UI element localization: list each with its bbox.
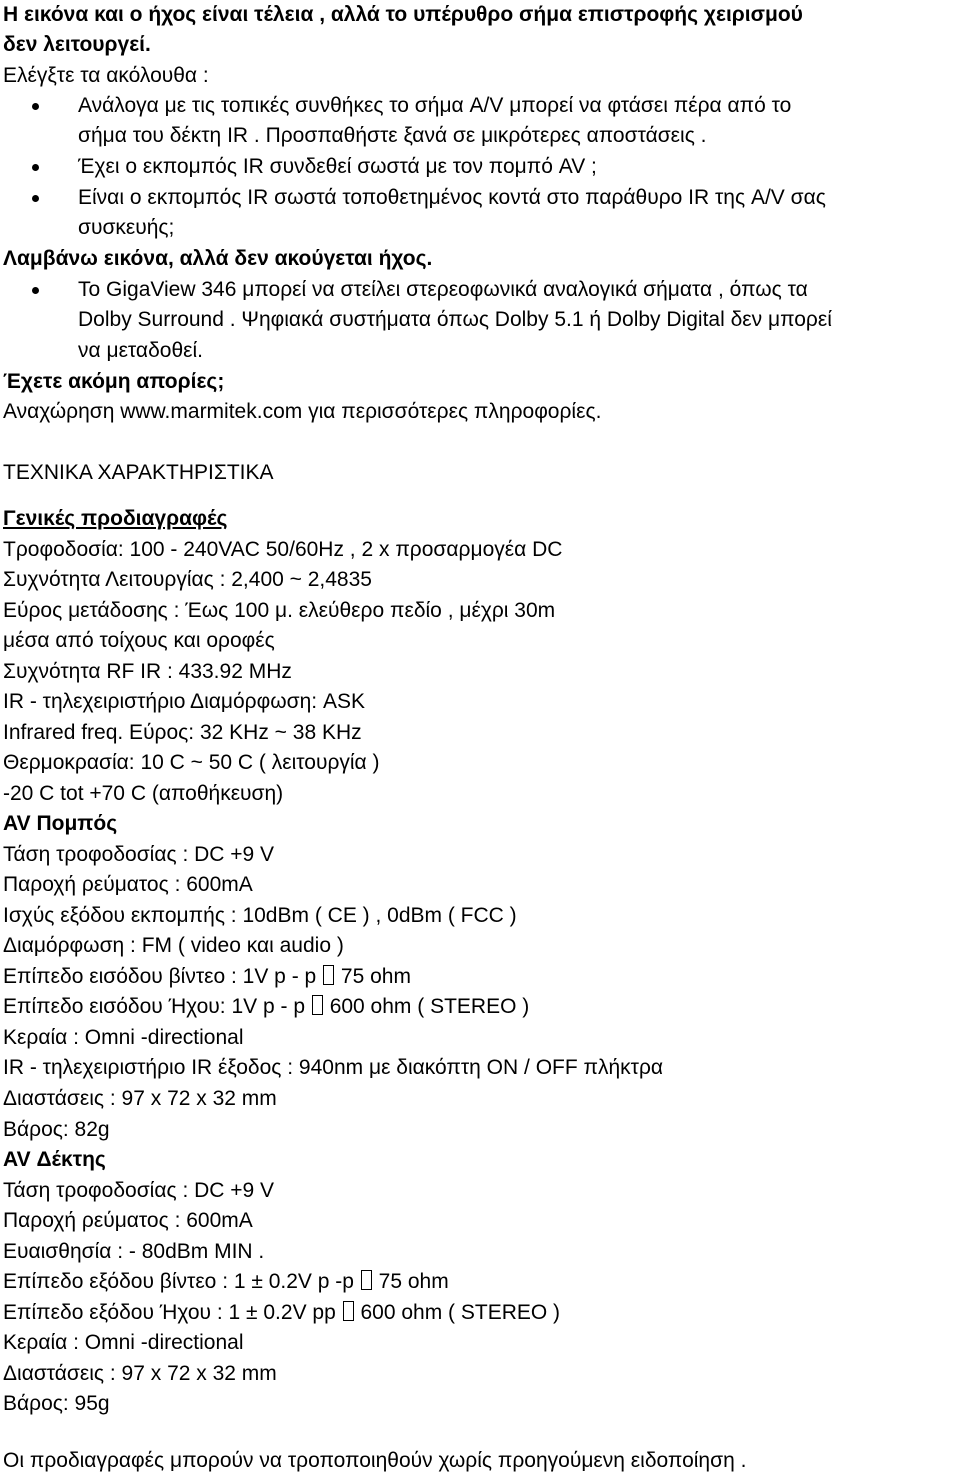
bullet-text: Είναι ο εκπομπός IR σωστά τοποθετημένος κοντά στο παράθυρο IR της A/V σας [78,186,826,209]
spec-value: 75 ohm [378,1270,449,1293]
specs-title: ΤΕΧΝΙΚΑ ΧΑΡΑΚΤΗΡΙΣΤΙΚΑ [3,461,274,484]
bullet-text: Ανάλογα με τις τοπικές συνθήκες το σήμα A/V μπορεί να φτάσει πέρα από το [78,94,792,117]
transmitter-heading: AV Πομπός [3,812,118,835]
bullet-icon [32,287,39,294]
bullet-icon [32,164,39,171]
missing-glyph-icon [361,1270,372,1290]
bullet-icon [32,103,39,110]
bullet-item-gigaview [78,275,808,305]
bullet-continuation: Dolby Surround . Ψηφιακά συστήματα όπως Dolby 5.1 ή Dolby Digital δεν μπορεί [78,308,832,331]
spec-label: Επίπεδο εισόδου Ήχου: 1V p - p [3,995,305,1018]
spec-line: Infrared freq. Εύρος: 32 KHz ~ 38 KHz [3,721,362,744]
spec-value: 600 ohm ( STEREO ) [360,1301,561,1324]
spec-line: Συχνότητα RF IR : 433.92 MHz [3,660,292,683]
spec-line: Διαστάσεις : 97 x 72 x 32 mm [3,1362,277,1385]
spec-line: IR - τηλεχειριστήριο Διαμόρφωση: ASK [3,690,365,713]
spec-line: Παροχή ρεύματος : 600mA [3,873,253,896]
spec-line: Τάση τροφοδοσίας : DC +9 V [3,1179,275,1202]
spec-line: μέσα από τοίχους και οροφές [3,629,275,652]
general-specs-heading: Γενικές προδιαγραφές [3,507,228,530]
spec-line: Τάση τροφοδοσίας : DC +9 V [3,843,275,866]
missing-glyph-icon [312,995,323,1015]
bullet-continuation: σήμα του δέκτη IR . Προσπαθήστε ξανά σε μικρότερες αποστάσεις . [78,124,707,147]
problem-heading-line2: δεν λειτουργεί. [3,33,151,56]
footer-note: Οι προδιαγραφές μπορούν να τροποποιηθούν χωρίς προηγούμενη ειδοποίηση . [3,1449,747,1472]
missing-glyph-icon [323,965,334,985]
spec-value: 75 ohm [340,965,411,988]
spec-line: Διαμόρφωση : FM ( video και audio ) [3,934,344,957]
bullet-continuation: να μεταδοθεί. [78,339,203,362]
spec-label: Επίπεδο εξόδου βίντεο : 1 ± 0.2V p -p [3,1270,354,1293]
spec-line: Συχνότητα Λειτουργίας : 2,400 ~ 2,4835 [3,568,372,591]
bullet-item-ir-position [78,183,826,213]
problem-heading-line1: Η εικόνα και ο ήχος είναι τέλεια , αλλά το υπέρυθρο σήμα επιστροφής χειρισμού [3,3,803,26]
spec-label: Επίπεδο εξόδου Ήχου : 1 ± 0.2V pp [3,1301,336,1324]
spec-line: Βάρος: 95g [3,1392,110,1415]
spec-line: Βάρος: 82g [3,1118,110,1141]
questions-heading: Έχετε ακόμη απορίες; [3,370,225,393]
spec-line: Κεραία : Omni -directional [3,1026,244,1049]
spec-line: Παροχή ρεύματος : 600mA [3,1209,253,1232]
spec-line [3,992,529,1022]
spec-value: 600 ohm ( STEREO ) [329,995,530,1018]
bullet-item-ir-connected [78,152,597,182]
spec-line [3,1267,449,1297]
receiver-heading: AV Δέκτης [3,1148,106,1171]
bullet-continuation: συσκευής; [78,216,175,239]
no-sound-heading: Λαμβάνω εικόνα, αλλά δεν ακούγεται ήχος. [3,247,433,270]
spec-line: Θερμοκρασία: 10 C ~ 50 C ( λειτουργία ) [3,751,380,774]
bullet-icon [32,195,39,202]
bullet-text: Το GigaView 346 μπορεί να στείλει στερεοφωνικά αναλογικά σήματα , όπως τα [78,278,808,301]
check-following-text: Ελέγξτε τα ακόλουθα : [3,64,209,87]
spec-line: Ισχύς εξόδου εκπομπής : 10dBm ( CE ) , 0dBm ( FCC ) [3,904,517,927]
spec-label: Επίπεδο εισόδου βίντεο : 1V p - p [3,965,317,988]
spec-line: Εύρος μετάδοσης : Έως 100 μ. ελεύθερο πεδίο , μέχρι 30m [3,599,556,622]
bullet-item-range [78,91,791,121]
missing-glyph-icon [343,1301,354,1321]
spec-line [3,1298,560,1328]
spec-line: -20 C tot +70 C (αποθήκευση) [3,782,284,805]
spec-line: Διαστάσεις : 97 x 72 x 32 mm [3,1087,277,1110]
spec-line: Ευαισθησία : - 80dBm MIN . [3,1240,265,1263]
departure-text: Αναχώρηση www.marmitek.com για περισσότερες πληροφορίες. [3,400,602,423]
spec-line: Κεραία : Omni -directional [3,1331,244,1354]
spec-line: IR - τηλεχειριστήριο IR έξοδος : 940nm με διακόπτη ON / OFF πλήκτρα [3,1056,664,1079]
bullet-text: Έχει ο εκπομπός IR συνδεθεί σωστά με τον πομπό AV ; [78,155,597,178]
spec-line [3,962,411,992]
spec-line: Τροφοδοσία: 100 - 240VAC 50/60Hz , 2 x προσαρμογέα DC [3,538,563,561]
